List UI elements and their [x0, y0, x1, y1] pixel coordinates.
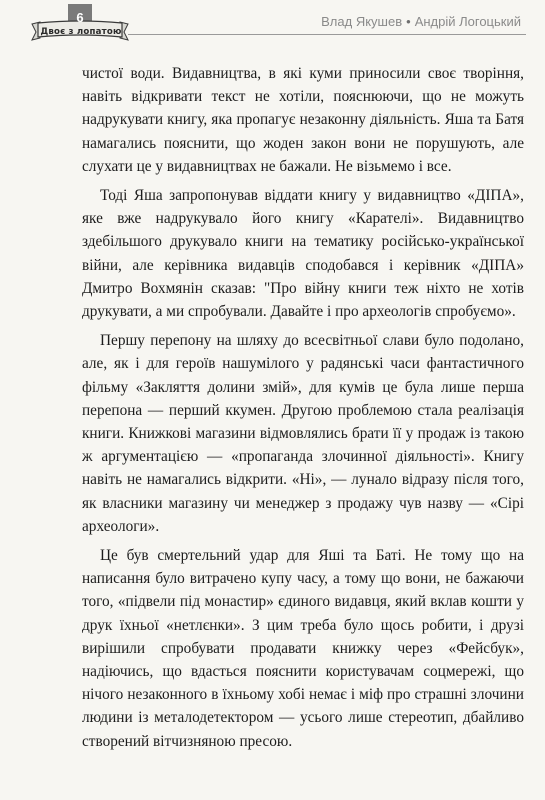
paragraph: Першу перепону на шляху до всесвітньої слави було подолано, але, як і для героїв нашумілого у радянські часи фантастичного фільму «Закляття долини змій», для кумів це була лише перша перепона — перший ккумен. Другою проблемою стала реалізація книги. Книжкові магазини відмовлялись брати її у продаж із такою ж аргументацією — «пропаганда злочинної діяльності». Книгу навіть не намагались відкрити. «Ні», — лунало відразу після того, як власники магазину чи менеджер з продажу чув назву — «Сірі археологи». [82, 332, 524, 535]
bullet-separator: • [406, 14, 411, 29]
running-header [321, 14, 521, 29]
author-left: Влад Якушев [321, 14, 403, 29]
series-title: Двоє з лопатою [40, 27, 122, 37]
paragraph: Тоді Яша запропонував віддати книгу у видавництво «ДІПА», яке вже надрукувало його книгу «Карателі». Видавництво здебільшого друкувало книги на тематику російсько-української війни, але керівника видавців сподобався і керівник «ДІПА» Дмитро Вохмянін сказав: "Про війну книги теж ніхто не хотів друкувати, а ми спробували. Давайте і про археологів спробуємо». [82, 187, 524, 321]
author-right: Андрій Логоцький [414, 14, 521, 29]
paragraph: чистої води. Видавництва, в які куми приносили своє творіння, навіть відкривати текст не хотіли, пояснюючи, що не можуть надрукувати книгу, яка пропагує незаконну діяльність. Яша та Батя намагались пояснити, що жоден закон вони не порушують, але слухати це у видавництвах не бажали. Не візьмемо і все. [82, 65, 524, 175]
body-text [82, 62, 524, 759]
series-banner [30, 4, 130, 44]
page-number: 6 [76, 10, 84, 25]
paragraph: Це був смертельний удар для Яші та Баті. Не тому що на написання було витрачено купу часу, а тому що вони, не бажаючи того, «підвели під монастир» єдиного видавця, який вклав кошти у друк їхньої «нетлєнки». З цим треба було щось робити, і друзі вирішили спробувати продавати книжку через «Фейсбук», надіючись, що вдасться пояснити користувачам соцмережі, що нічого незаконного в їхньому хобі немає і міф про страшні злочини людини із металодетектором — усього лише стереотип, дбайливо створений вітчизняною пресою. [82, 547, 524, 750]
header-rule [128, 34, 526, 35]
